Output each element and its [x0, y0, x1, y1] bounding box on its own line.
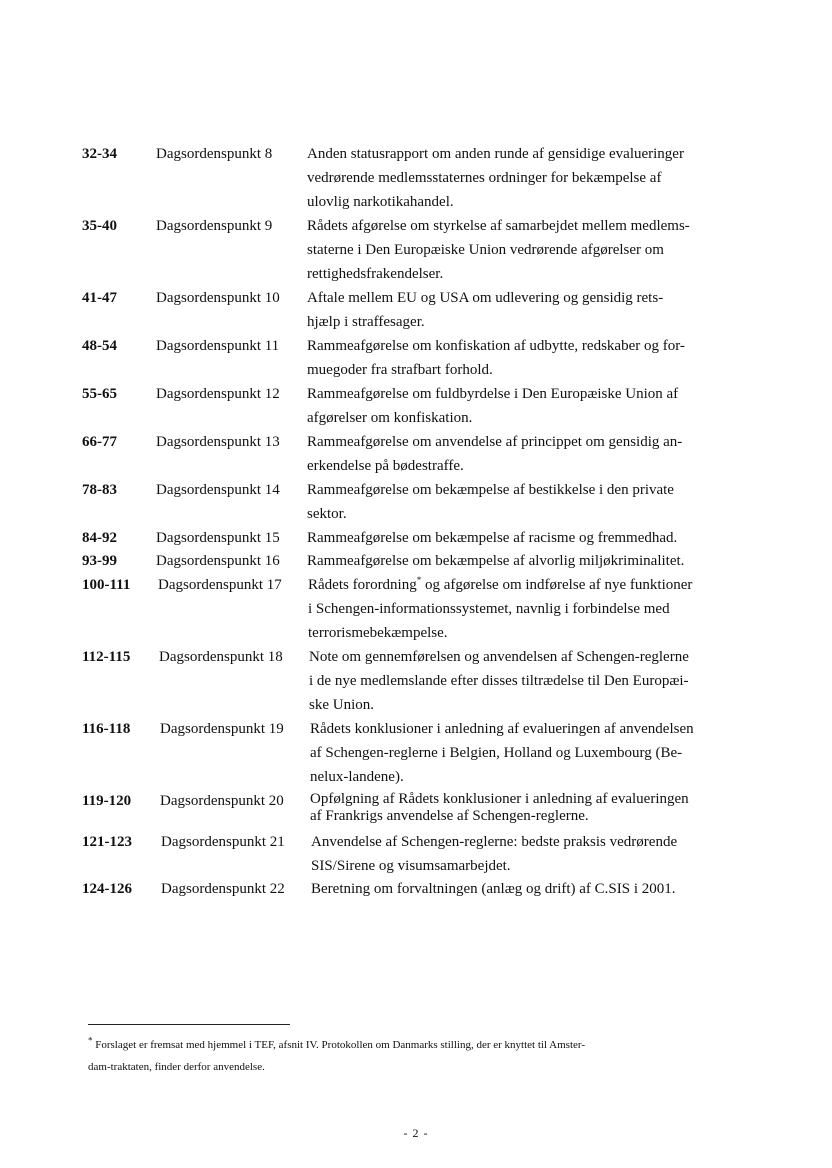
description-line: afgørelser om konfiskation.: [307, 410, 473, 426]
description-line: erkendelse på bødestraffe.: [307, 458, 464, 474]
agenda-point-label: Dagsordenspunkt 18: [159, 649, 283, 665]
footnote-marker: *: [88, 1035, 93, 1046]
description-line: Opfølgning af Rådets konklusioner i anledning af evalueringen: [310, 791, 689, 807]
agenda-point-label: Dagsordenspunkt 20: [160, 793, 284, 809]
description-line: Anden statusrapport om anden runde af gensidige evalueringer: [307, 146, 684, 162]
paragraph-range: 48-54: [82, 338, 117, 354]
agenda-point-label: Dagsordenspunkt 10: [156, 290, 280, 306]
description-line: Aftale mellem EU og USA om udlevering og gensidig rets-: [307, 290, 664, 306]
paragraph-range: 84-92: [82, 530, 117, 546]
agenda-description: [310, 791, 742, 825]
agenda-point-label: Dagsordenspunkt 16: [156, 553, 280, 569]
description-line: Rammeafgørelse om anvendelse af princippet om gensidig an-: [307, 434, 683, 450]
agenda-description: [307, 142, 739, 214]
description-line: nelux-landene).: [310, 769, 404, 785]
paragraph-range: 78-83: [82, 482, 117, 498]
paragraph-range: 121-123: [82, 834, 132, 850]
footnote-text: Forslaget er fremsat med hjemmel i TEF, afsnit IV. Protokollen om Danmarks stilling, der er knyttet til Amster-: [92, 1039, 585, 1051]
footnote-line: dam-traktaten, finder derfor anvendelse.: [88, 1061, 265, 1073]
paragraph-range: 32-34: [82, 146, 117, 162]
description-line: af Schengen-reglerne i Belgien, Holland og Luxembourg (Be-: [310, 745, 683, 761]
description-line: sektor.: [307, 506, 347, 522]
paragraph-range: 116-118: [82, 721, 131, 737]
agenda-description: [309, 645, 741, 717]
paragraph-range: 55-65: [82, 386, 117, 402]
description-line: rettighedsfrakendelser.: [307, 266, 444, 282]
paragraph-range: 35-40: [82, 218, 117, 234]
agenda-point-label: Dagsordenspunkt 13: [156, 434, 280, 450]
description-line: Anvendelse af Schengen-reglerne: bedste praksis vedrørende: [311, 834, 678, 850]
description-line: ulovlig narkotikahandel.: [307, 194, 454, 210]
agenda-description: [307, 382, 739, 430]
agenda-description: [307, 286, 739, 334]
description-text: og afgørelse om indførelse af nye funktioner: [421, 577, 693, 593]
paragraph-range: 124-126: [82, 881, 132, 897]
agenda-point-label: Dagsordenspunkt 11: [156, 338, 280, 354]
footnote-line: [88, 1034, 738, 1056]
paragraph-range: 100-111: [82, 577, 131, 593]
page-number: - 2 -: [403, 1126, 429, 1140]
paragraph-range: 112-115: [82, 649, 131, 665]
paragraph-range: 119-120: [82, 793, 132, 809]
agenda-description: [308, 573, 740, 645]
agenda-point-label: Dagsordenspunkt 21: [161, 834, 285, 850]
paragraph-range: 93-99: [82, 553, 117, 569]
description-line: Rådets konklusioner i anledning af evalueringen af anvendelsen: [310, 721, 694, 737]
agenda-point-label: Dagsordenspunkt 12: [156, 386, 280, 402]
agenda-description: [307, 334, 739, 382]
paragraph-range: 41-47: [82, 290, 117, 306]
description-line: Rammeafgørelse om bekæmpelse af alvorlig miljøkriminalitet.: [307, 553, 685, 569]
description-line: vedrørende medlemsstaternes ordninger for bekæmpelse af: [307, 170, 662, 186]
description-line: ske Union.: [309, 697, 374, 713]
footnote-separator: [88, 1024, 290, 1025]
description-line: Rammeafgørelse om konfiskation af udbytte, redskaber og for-: [307, 338, 685, 354]
agenda-point-label: Dagsordenspunkt 15: [156, 530, 280, 546]
description-line: staterne i Den Europæiske Union vedrørende afgørelser om: [307, 242, 664, 258]
description-line: muegoder fra strafbart forhold.: [307, 362, 493, 378]
agenda-description: [307, 214, 739, 286]
agenda-point-label: Dagsordenspunkt 17: [158, 577, 282, 593]
agenda-point-label: Dagsordenspunkt 9: [156, 218, 273, 234]
description-line: Rammeafgørelse om bekæmpelse af bestikkelse i den private: [307, 482, 674, 498]
agenda-point-label: Dagsordenspunkt 19: [160, 721, 284, 737]
description-line: terrorismebekæmpelse.: [308, 625, 448, 641]
agenda-description: [307, 526, 739, 550]
agenda-point-label: Dagsordenspunkt 14: [156, 482, 280, 498]
agenda-description: [307, 478, 739, 526]
description-line: [308, 573, 740, 597]
agenda-description: [307, 430, 739, 478]
footnote-reference-marker: *: [416, 575, 422, 585]
description-line: Beretning om forvaltningen (anlæg og drift) af C.SIS i 2001.: [311, 881, 676, 897]
agenda-description: [307, 549, 739, 573]
agenda-point-label: Dagsordenspunkt 22: [161, 881, 285, 897]
paragraph-range: 66-77: [82, 434, 117, 450]
description-line: Rådets afgørelse om styrkelse af samarbejdet mellem medlems-: [307, 218, 690, 234]
footnote: [88, 1034, 738, 1078]
description-text: Rådets forordning: [308, 577, 417, 593]
agenda-description: [311, 877, 743, 901]
description-line: i Schengen-informationssystemet, navnlig i forbindelse med: [308, 601, 670, 617]
agenda-description: [311, 830, 743, 878]
description-line: i de nye medlemslande efter disses tiltrædelse til Den Europæi-: [309, 673, 689, 689]
agenda-point-label: Dagsordenspunkt 8: [156, 146, 273, 162]
description-line: SIS/Sirene og visumsamarbejdet.: [311, 858, 511, 874]
description-line: af Frankrigs anvendelse af Schengen-reglerne.: [310, 808, 589, 824]
agenda-description: [310, 717, 742, 789]
description-line: Rammeafgørelse om bekæmpelse af racisme og fremmedhad.: [307, 530, 678, 546]
description-line: hjælp i straffesager.: [307, 314, 425, 330]
description-line: Rammeafgørelse om fuldbyrdelse i Den Europæiske Union af: [307, 386, 679, 402]
description-line: Note om gennemførelsen og anvendelsen af Schengen-reglerne: [309, 649, 689, 665]
